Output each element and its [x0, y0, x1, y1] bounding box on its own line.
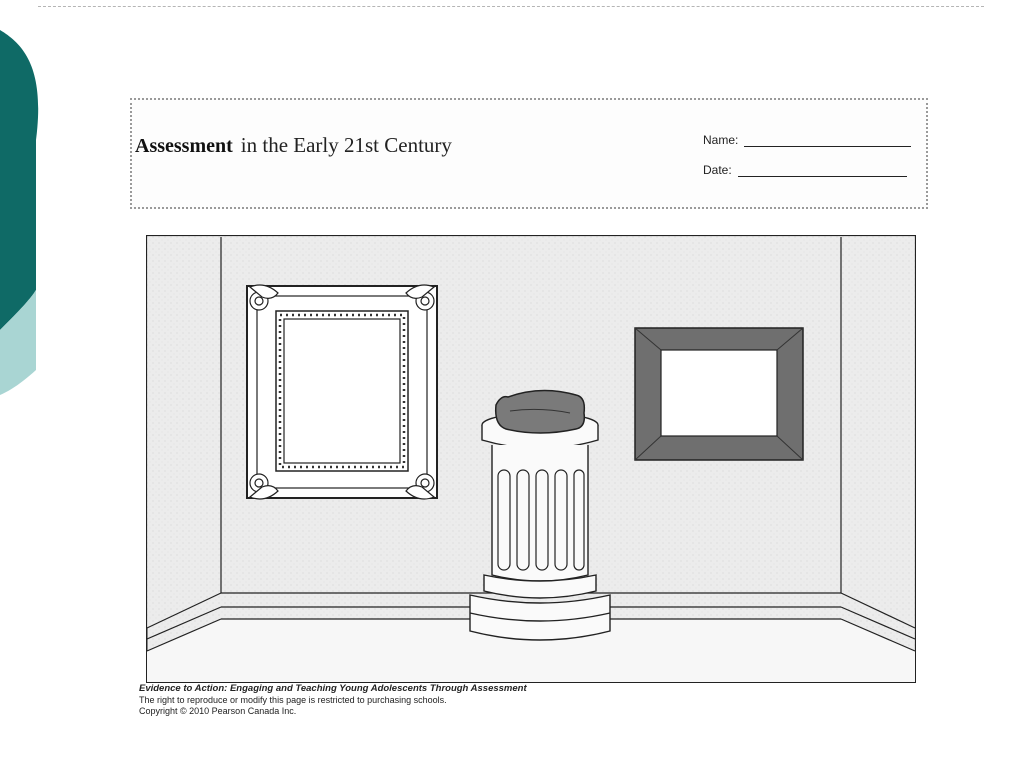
name-label: Name:: [703, 133, 739, 147]
date-line[interactable]: [738, 176, 907, 177]
ornate-picture-frame-icon: [247, 285, 437, 499]
page-title: [135, 133, 452, 158]
date-label: Date:: [703, 163, 732, 177]
title-subtitle: in the Early 21st Century: [240, 133, 452, 157]
name-field[interactable]: [703, 133, 911, 147]
worksheet-header: [130, 98, 928, 209]
footer-rights: The right to reproduce or modify this page is restricted to purchasing schools.: [139, 694, 447, 705]
top-divider: [38, 6, 984, 7]
footer-book-title: Evidence to Action: Engaging and Teaching Young Adolescents Through Assessment: [139, 683, 527, 694]
cushion-icon: [496, 390, 585, 433]
plain-picture-frame-icon: [635, 328, 803, 460]
title-bold: Assessment: [135, 135, 233, 157]
teal-accent-shape: [0, 0, 40, 400]
date-field[interactable]: [703, 163, 907, 177]
gallery-illustration: [146, 235, 916, 683]
footer-copyright: Copyright © 2010 Pearson Canada Inc.: [139, 706, 297, 716]
footer: [139, 683, 527, 718]
name-line[interactable]: [744, 146, 911, 147]
